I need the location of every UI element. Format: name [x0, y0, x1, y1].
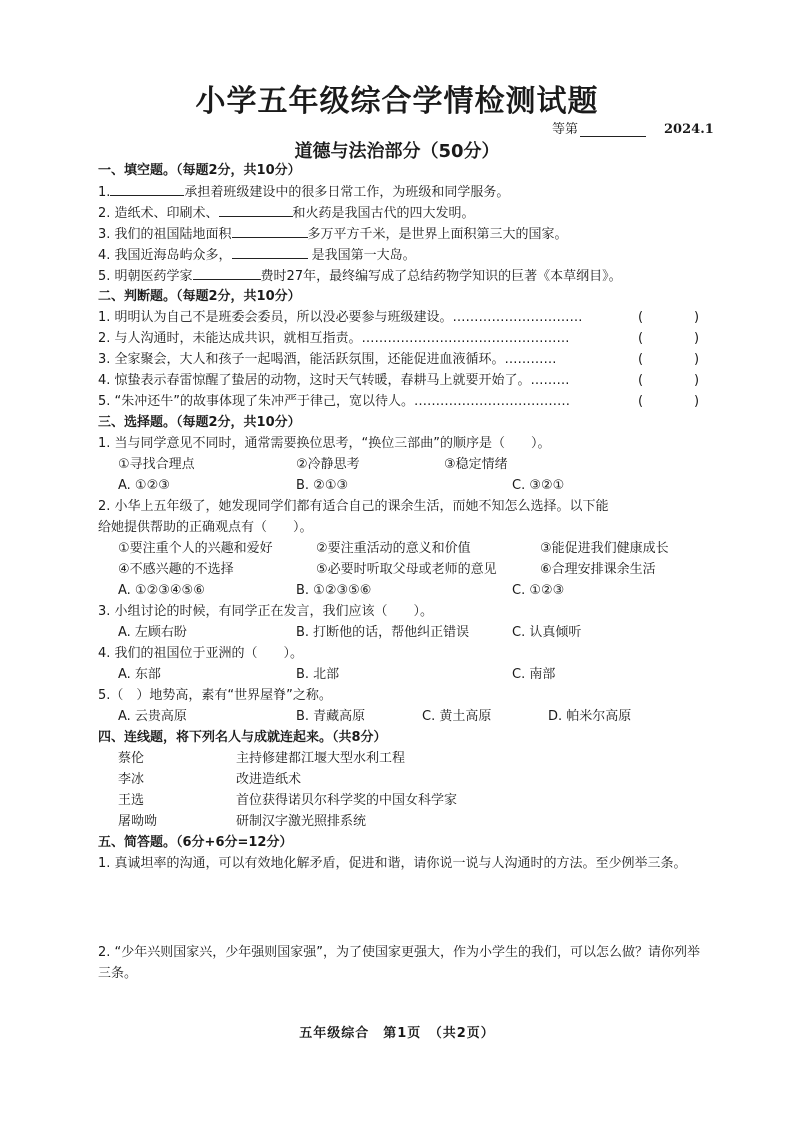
fill-question-2 [98, 202, 710, 223]
fill-q1-blank[interactable] [110, 181, 184, 196]
choice-q1-options [98, 475, 710, 496]
choice-q4-options [98, 664, 710, 685]
judge-question-4 [98, 370, 710, 391]
choice-q2-item-1: ①要注重个人的兴趣和爱好 [118, 541, 273, 556]
match-achievement-4[interactable]: 研制汉字激光照排系统 [236, 814, 367, 829]
fill-q5-blank[interactable] [193, 265, 261, 280]
choice-q2-items-row1 [98, 538, 710, 559]
part1-heading: 一、填空题。（每题2分，共10分） [98, 163, 301, 178]
choice-q3-stem: 3. 小组讨论的时候，有同学正在发言，我们应该（ ）。 [98, 604, 434, 619]
choice-q2-item-3: ③能促进我们健康成长 [540, 541, 669, 556]
choice-q1-item-1: ①寻找合理点 [118, 457, 195, 472]
fill-question-3 [98, 223, 710, 244]
judge-q4-paren-close: ) [694, 373, 700, 388]
part4-heading: 四、连线题，将下列名人与成就连起来。（共8分） [98, 730, 387, 745]
fill-q4-pre: 4. 我国近海岛屿众多， [98, 248, 232, 263]
grade-blank[interactable] [580, 122, 646, 137]
fill-q4-blank[interactable] [232, 244, 308, 259]
choice-q1-option-b[interactable]: B. ②①③ [296, 478, 349, 493]
judge-q5-paren-close: ) [694, 394, 700, 409]
choice-q3-options [98, 622, 710, 643]
choice-q2-item-6: ⑥合理安排课余生活 [540, 562, 656, 577]
judge-q4-text: 4. 惊蛰表示春雷惊醒了蛰居的动物，这时天气转暖，春耕马上就要开始了。……… [98, 373, 570, 388]
fill-q1-pre: 1. [98, 185, 111, 200]
match-achievement-2[interactable]: 改进造纸术 [236, 772, 302, 787]
choice-q1-option-c[interactable]: C. ③②① [512, 478, 565, 493]
grade-date-line [552, 118, 714, 137]
choice-q1-items [98, 454, 710, 475]
fill-q3-blank[interactable] [232, 223, 308, 238]
choice-q3-option-a[interactable]: A. 左顾右盼 [118, 625, 187, 640]
choice-q2-option-b[interactable]: B. ①②③⑤⑥ [296, 583, 372, 598]
choice-q5-option-c[interactable]: C. 黄土高原 [422, 709, 492, 724]
choice-q4-option-a[interactable]: A. 东部 [118, 667, 161, 682]
choice-q2-item-5: ⑤必要时听取父母或老师的意见 [316, 562, 497, 577]
choice-q5-option-a[interactable]: A. 云贵高原 [118, 709, 187, 724]
choice-q2-items-row2 [98, 559, 710, 580]
judge-question-1 [98, 307, 710, 328]
choice-q4-option-c[interactable]: C. 南部 [512, 667, 556, 682]
part2-heading: 二、判断题。（每题2分，共10分） [98, 289, 301, 304]
choice-q2-options [98, 580, 710, 601]
fill-question-4 [98, 244, 710, 265]
match-row-4 [98, 811, 710, 832]
fill-q5-pre: 5. 明朝医药学家 [98, 269, 193, 284]
match-achievement-1[interactable]: 主持修建都江堰大型水利工程 [236, 751, 406, 766]
judge-q1-text: 1. 明明认为自己不是班委会委员，所以没必要参与班级建设。………………………… [98, 310, 583, 325]
fill-q1-post: 承担着班级建设中的很多日常工作，为班级和同学服务。 [184, 185, 510, 200]
exam-content [98, 160, 710, 984]
choice-q1-stem: 1. 当与同学意见不同时，通常需要换位思考，“换位三部曲”的顺序是（ ）。 [98, 436, 551, 451]
section-title: 道德与法治部分（50分） [294, 141, 500, 162]
choice-q1-item-2: ②冷静思考 [296, 457, 360, 472]
page-footer: 五年级综合 第1页 （共2页） [299, 1026, 495, 1041]
choice-q2-stem-line1: 2. 小华上五年级了，她发现同学们都有适合自己的课余生活，而她不知怎么选择。以下能 [98, 499, 609, 514]
choice-q2-option-c[interactable]: C. ①②③ [512, 583, 565, 598]
fill-question-5 [98, 265, 710, 286]
judge-q3-text: 3. 全家聚会，大人和孩子一起喝酒，能活跃氛围，还能促进血液循环。………… [98, 352, 557, 367]
choice-q1-item-3: ③稳定情绪 [444, 457, 508, 472]
match-name-1[interactable]: 蔡伦 [118, 751, 145, 766]
choice-q3-option-c[interactable]: C. 认真倾听 [512, 625, 582, 640]
choice-q5-option-d[interactable]: D. 帕米尔高原 [548, 709, 632, 724]
choice-q2-option-a[interactable]: A. ①②③④⑤⑥ [118, 583, 205, 598]
choice-q5-options [98, 706, 710, 727]
judge-q5-paren-open[interactable]: ( [638, 394, 644, 409]
fill-q5-post: 费时27年，最终编写成了总结药物学知识的巨著《本草纲目》。 [260, 269, 622, 284]
choice-q4-stem: 4. 我们的祖国位于亚洲的（ ）。 [98, 646, 304, 661]
choice-q1-option-a[interactable]: A. ①②③ [118, 478, 170, 493]
match-achievement-3[interactable]: 首位获得诺贝尔科学奖的中国女科学家 [236, 793, 458, 808]
choice-q2-item-4: ④不感兴趣的不选择 [118, 562, 234, 577]
part5-heading: 五、简答题。（6分+6分=12分） [98, 835, 293, 850]
grade-label: 等第 [552, 122, 579, 137]
fill-q2-pre: 2. 造纸术、印刷术、 [98, 206, 219, 221]
judge-question-5 [98, 391, 710, 412]
fill-q2-blank[interactable] [219, 202, 293, 217]
fill-q3-pre: 3. 我们的祖国陆地面积 [98, 227, 232, 242]
match-name-2[interactable]: 李冰 [118, 772, 145, 787]
fill-q2-post: 和火药是我国古代的四大发明。 [292, 206, 475, 221]
match-row-3 [98, 790, 710, 811]
fill-q4-post: 是我国第一大岛。 [307, 248, 416, 263]
judge-q1-paren-open[interactable]: ( [638, 310, 644, 325]
judge-q2-paren-open[interactable]: ( [638, 331, 644, 346]
choice-q4-option-b[interactable]: B. 北部 [296, 667, 340, 682]
short-answer-q1: 1. 真诚坦率的沟通，可以有效地化解矛盾，促进和谐，请你说一说与人沟通时的方法。至少例举三条。 [98, 856, 687, 871]
short-answer-q1-space[interactable] [98, 874, 710, 942]
choice-q3-option-b[interactable]: B. 打断他的话，帮他纠正错误 [296, 625, 470, 640]
match-row-1 [98, 748, 710, 769]
choice-q2-stem-line2: 给她提供帮助的正确观点有（ ）。 [98, 520, 313, 535]
fill-q3-post: 多万平方千米，是世界上面积第三大的国家。 [307, 227, 568, 242]
choice-q2-item-2: ②要注重活动的意义和价值 [316, 541, 471, 556]
judge-q2-text: 2. 与人沟通时，未能达成共识，就相互指责。………………………………………… [98, 331, 570, 346]
exam-title: 小学五年级综合学情检测试题 [195, 84, 599, 119]
choice-q5-option-b[interactable]: B. 青藏高原 [296, 709, 366, 724]
match-row-2 [98, 769, 710, 790]
exam-date: 2024.1 [664, 122, 714, 137]
judge-question-3 [98, 349, 710, 370]
judge-q1-paren-close: ) [694, 310, 700, 325]
judge-q4-paren-open[interactable]: ( [638, 373, 644, 388]
choice-q5-stem: 5.（ ）地势高，素有“世界屋脊”之称。 [98, 688, 332, 703]
match-name-4[interactable]: 屠呦呦 [118, 814, 158, 829]
judge-q3-paren-close: ) [694, 352, 700, 367]
fill-question-1 [98, 181, 710, 202]
judge-q5-text: 5. “朱冲还牛”的故事体现了朱冲严于律己，宽以待人。……………………………… [98, 394, 571, 409]
short-answer-q2: 2. “少年兴则国家兴，少年强则国家强”，为了使国家更强大，作为小学生的我们，可以怎么做？请你列举三条。 [98, 945, 701, 981]
judge-q3-paren-open[interactable]: ( [638, 352, 644, 367]
match-name-3[interactable]: 王选 [118, 793, 145, 808]
judge-q2-paren-close: ) [694, 331, 700, 346]
judge-question-2 [98, 328, 710, 349]
part3-heading: 三、选择题。（每题2分，共10分） [98, 415, 301, 430]
